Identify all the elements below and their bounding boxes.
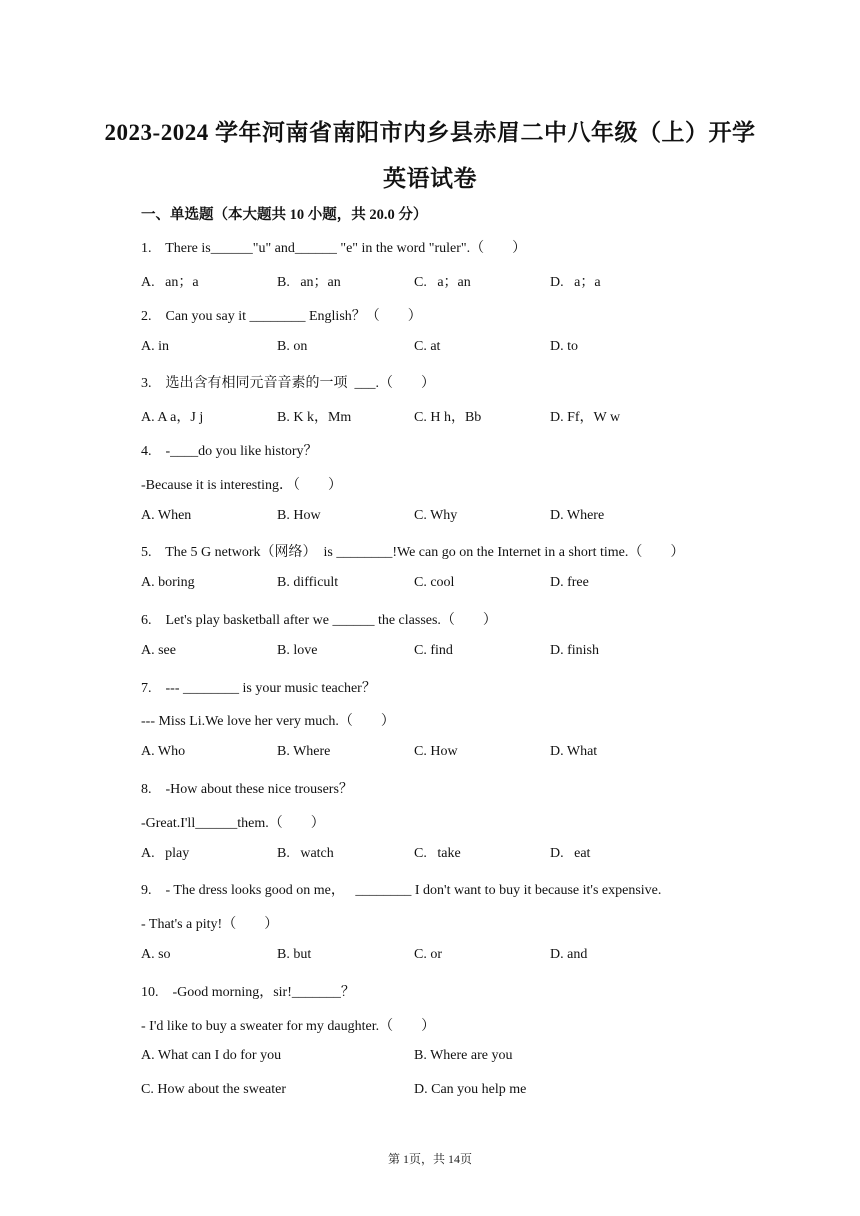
page-footer: 第 1页，共 14页 xyxy=(387,1152,472,1166)
q9-option-d: D. and xyxy=(550,947,588,962)
question-10-stem-line2: - I'd like to buy a sweater for my daughter.（ ） xyxy=(141,1019,436,1034)
question-2-stem: 2. Can you say it ________ English？（ ） xyxy=(141,309,422,324)
q6-option-d: D. finish xyxy=(550,643,599,658)
q9-option-b: B. but xyxy=(277,947,312,962)
q6-option-a: A. see xyxy=(141,643,176,658)
question-8-stem-line2: -Great.I'll______them.（ ） xyxy=(141,816,325,831)
q8-option-b: B. watch xyxy=(277,846,334,861)
q6-option-c: C. find xyxy=(414,643,453,658)
q4-option-d: D. Where xyxy=(550,508,605,523)
question-1-stem: 1. There is______"u" and______ "e" in the word "ruler".（ ） xyxy=(141,241,527,256)
q1-option-c: C. a；an xyxy=(414,275,471,290)
q7-option-d: D. What xyxy=(550,744,598,759)
section-heading: 一、单选题（本大题共 10 小题，共 20.0 分） xyxy=(141,207,428,223)
q8-option-c: C. take xyxy=(414,846,461,861)
q8-option-a: A. play xyxy=(141,846,190,861)
q2-option-d: D. to xyxy=(550,339,578,354)
q10-option-d: D. Can you help me xyxy=(414,1082,527,1097)
q2-option-b: B. on xyxy=(277,339,308,354)
question-7-stem-line2: --- Miss Li.We love her very much.（ ） xyxy=(141,714,395,729)
q7-option-b: B. Where xyxy=(277,744,331,759)
q4-option-c: C. Why xyxy=(414,508,458,523)
q3-option-d: D. Ff，W w xyxy=(550,410,621,425)
question-9-stem: 9. - The dress looks good on me， ________ I don't want to buy it because it's expensive. xyxy=(141,883,662,898)
q5-option-d: D. free xyxy=(550,575,589,590)
q8-option-d: D. eat xyxy=(550,846,591,861)
question-10-stem: 10. -Good morning，sir!_______？ xyxy=(141,985,355,1000)
q1-option-d: D. a；a xyxy=(550,275,601,290)
q10-option-c: C. How about the sweater xyxy=(141,1082,287,1097)
q5-option-a: A. boring xyxy=(141,575,195,590)
document-title-line1: 2023-2024 学年河南省南阳市内乡县赤眉二中八年级（上）开学 xyxy=(104,120,756,145)
question-5-stem: 5. The 5 G network（网络） is ________!We can go on the Internet in a short time.（ ） xyxy=(141,545,685,560)
q6-option-b: B. love xyxy=(277,643,318,658)
q9-option-c: C. or xyxy=(414,947,442,962)
q7-option-a: A. Who xyxy=(141,744,186,759)
question-7-stem: 7. --- ________ is your music teacher？ xyxy=(141,681,376,696)
q2-option-a: A. in xyxy=(141,339,169,354)
question-3-stem: 3. 选出含有相同元音音素的一项 ___.（ ） xyxy=(141,376,435,391)
q5-option-c: C. cool xyxy=(414,575,455,590)
q3-option-b: B. K k，Mm xyxy=(277,410,352,425)
q1-option-a: A. an；a xyxy=(141,275,199,290)
q9-option-a: A. so xyxy=(141,947,171,962)
q7-option-c: C. How xyxy=(414,744,458,759)
q4-option-b: B. How xyxy=(277,508,321,523)
document-title-line2: 英语试卷 xyxy=(383,166,477,191)
q2-option-c: C. at xyxy=(414,339,441,354)
question-8-stem: 8. -How about these nice trousers？ xyxy=(141,782,353,797)
q4-option-a: A. When xyxy=(141,508,192,523)
question-9-stem-line2: - That's a pity!（ ） xyxy=(141,917,279,932)
question-4-stem: 4. -____do you like history？ xyxy=(141,444,318,459)
question-6-stem: 6. Let's play basketball after we ______ the classes.（ ） xyxy=(141,613,497,628)
q1-option-b: B. an；an xyxy=(277,275,341,290)
q10-option-b: B. Where are you xyxy=(414,1048,513,1063)
q5-option-b: B. difficult xyxy=(277,575,339,590)
q10-option-a: A. What can I do for you xyxy=(141,1048,282,1063)
q3-option-a: A. A a，J j xyxy=(141,410,204,425)
q3-option-c: C. H h，Bb xyxy=(414,410,482,425)
question-4-stem-line2: -Because it is interesting．（ ） xyxy=(141,478,343,493)
